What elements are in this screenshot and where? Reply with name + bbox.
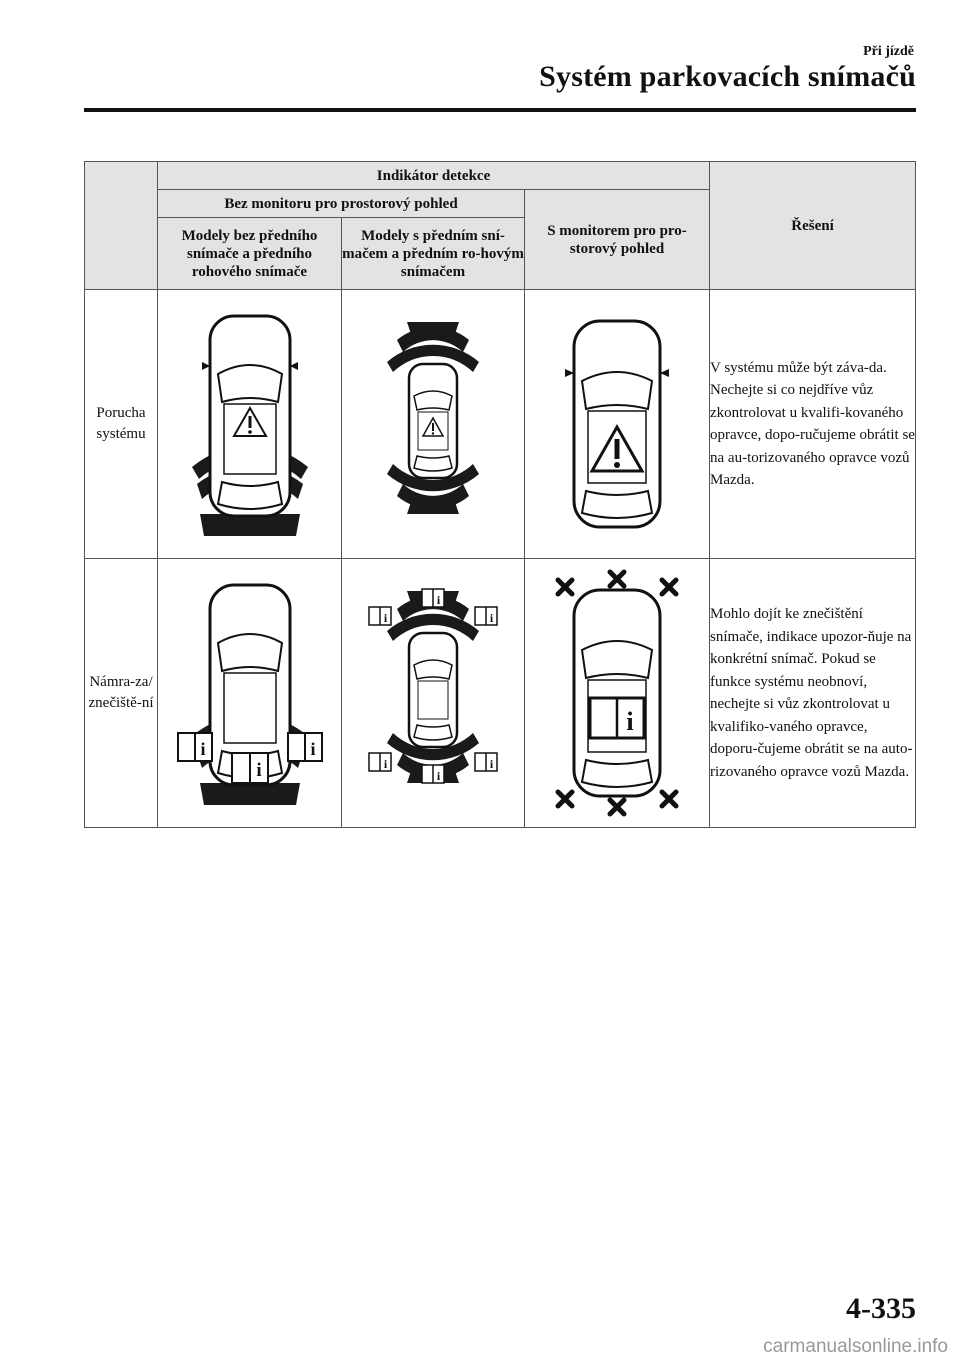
col-header-no-front-sensor: Modely bez předního snímače a předního rohového snímače [158,218,342,290]
col-header-indicator: Indikátor detekce [158,162,710,190]
svg-text:i: i [309,739,316,759]
empty-corner-cell [85,162,158,290]
malfunction-monitor-illustration [525,290,710,559]
col-header-with-monitor: S monitorem pro pro-storový pohled [525,190,710,290]
frost-front-rear-sensors-illustration [342,559,525,828]
table-row [85,559,916,828]
page-number: 4-335 [846,1292,916,1325]
header-divider [84,108,916,112]
row-label-malfunction: Porucha systému [85,290,158,559]
solution-frost-dirt: Mohlo dojít ke znečištění snímače, indikace upozor-ňuje na konkrétní snímač. Pokud se funkce systému neobnoví, nechejte si vůz zkontrolovat u kvalifiko-vaného opravce, doporu-čujeme obrátit se na auto-rizovaného opravce vozů Mazda. [710,559,916,828]
svg-text:i: i [199,739,206,759]
page-title: Systém parkovacích snímačů [539,60,916,93]
svg-text:i: i [436,769,441,783]
svg-text:i: i [489,757,494,771]
col-header-with-front-sensor: Modely s předním sní-mačem a předním ro-hovým snímačem [342,218,525,290]
solution-malfunction: V systému může být záva-da. Nechejte si co nejdříve vůz zkontrolovat u kvalifi-kovaného opravce, dopo-ručujeme obrátit se na au-torizovaného opravce vozů Mazda. [710,290,916,559]
svg-text:i: i [489,611,494,625]
row-label-frost-dirt: Námra-za/ znečiště-ní [85,559,158,828]
manual-book-icon [288,733,322,761]
svg-text:i: i [255,760,262,781]
table-row [85,290,916,559]
svg-text:i: i [436,593,441,607]
malfunction-rear-sensors-illustration [158,290,342,559]
svg-text:i: i [383,757,388,771]
col-header-solution: Řešení [710,162,916,290]
svg-text:i: i [383,611,388,625]
manual-book-icon [178,733,212,761]
manual-book-icon [590,698,644,738]
frost-rear-sensors-illustration [158,559,342,828]
frost-monitor-illustration [525,559,710,828]
detection-table [84,161,916,828]
car-icon [409,633,457,747]
malfunction-front-rear-sensors-illustration [342,290,525,559]
svg-text:i: i [626,707,634,736]
car-icon [574,590,660,796]
section-title: Při jízdě [863,44,914,59]
watermark: carmanualsonline.info [763,1336,948,1357]
manual-book-icon [232,753,268,783]
col-header-without-monitor: Bez monitoru pro prostorový pohled [158,190,525,218]
